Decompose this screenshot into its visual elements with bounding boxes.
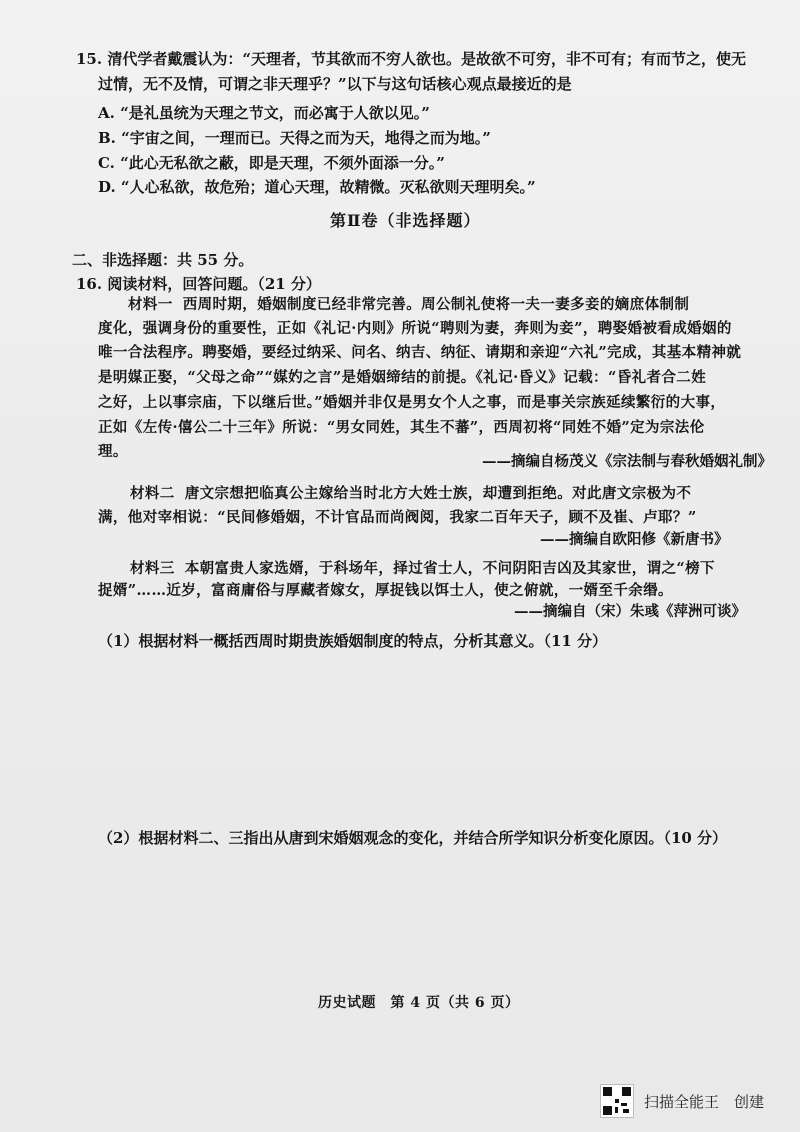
material-2-line-1 bbox=[130, 487, 691, 502]
scanner-watermark bbox=[600, 1084, 764, 1118]
q15-stem-line-2: 过情，无不及情，可谓之非天理乎？”以下与这句话核心观点最接近的是 bbox=[98, 75, 572, 93]
material-3-line-2: 捉婿”……近岁，富商庸俗与厚藏者嫁女，厚捉钱以饵士人，使之俯就，一婿至千余缗。 bbox=[98, 582, 673, 599]
watermark-text: 扫描全能王 创建 bbox=[644, 1092, 765, 1111]
q15-option-a: A. “是礼虽统为天理之节文，而必寓于人欲以见。” bbox=[98, 104, 430, 122]
material-1-text: 西周时期，婚姻制度已经非常完善。周公制礼使将一夫一妻多妾的嫡庶体制制 bbox=[182, 296, 690, 313]
material-2-label: 材料二 bbox=[130, 485, 175, 502]
material-1-line-3: 唯一合法程序。聘娶婚，要经过纳采、问名、纳吉、纳征、请期和亲迎“六礼”完成，其基本精神就 bbox=[98, 344, 742, 361]
qr-code-icon bbox=[600, 1084, 634, 1118]
page-footer: 历史试题 第 4 页（共 6 页） bbox=[318, 995, 520, 1011]
material-3-label: 材料三 bbox=[130, 560, 175, 577]
q16-subquestion-1: （1）根据材料一概括西周时期贵族婚姻制度的特点，分析其意义。（11 分） bbox=[98, 632, 608, 650]
material-1-line-5: 之好，上以事宗庙，下以继后世。”婚姻并非仅是男女个人之事，而是事关宗族延续繁衍的大事， bbox=[98, 394, 726, 411]
q15-option-c: C. “此心无私欲之蔽，即是天理，不须外面添一分。” bbox=[98, 154, 445, 172]
q16-subquestion-2: （2）根据材料二、三指出从唐到宋婚姻观念的变化，并结合所学知识分析变化原因。（10 分） bbox=[98, 829, 728, 847]
material-2-source: ——摘编自欧阳修《新唐书》 bbox=[540, 531, 729, 548]
material-1-label: 材料一 bbox=[128, 296, 173, 313]
section2-header: 二、非选择题：共 55 分。 bbox=[72, 251, 254, 269]
q15-option-b: B. “宇宙之间，一理而已。天得之而为天，地得之而为地。” bbox=[98, 129, 491, 147]
material-1-source: ——摘编自杨茂义《宗法制与春秋婚姻礼制》 bbox=[482, 453, 772, 470]
q16-intro: 16. 阅读材料，回答问题。（21 分） bbox=[76, 275, 321, 293]
material-1-line-4: 是明媒正娶，“父母之命”“媒妁之言”是婚姻缔结的前提。《礼记·昏义》记载：“昏礼者合二姓 bbox=[98, 369, 707, 386]
material-2-text: 唐文宗想把临真公主嫁给当时北方大姓士族，却遭到拒绝。对此唐文宗极为不 bbox=[184, 485, 692, 502]
q15-stem-line-1: 15. 清代学者戴震认为：“天理者，节其欲而不穷人欲也。是故欲不可穷，非不可有；有而节之，使无 bbox=[76, 50, 746, 68]
q15-option-d: D. “人心私欲，故危殆；道心天理，故精微。灭私欲则天理明矣。” bbox=[98, 178, 536, 196]
material-3-text: 本朝富贵人家选婿，于科场年，择过省士人，不问阴阳吉凶及其家世，谓之“榜下 bbox=[184, 560, 715, 577]
material-1-line-2: 度化，强调身份的重要性，正如《礼记·内则》所说“聘则为妻，奔则为妾”，聘娶婚被看成婚姻的 bbox=[98, 320, 732, 337]
section-title: 第Ⅱ卷（非选择题） bbox=[330, 211, 481, 230]
material-1-line-1 bbox=[128, 298, 689, 313]
material-3-source: ——摘编自（宋）朱彧《萍洲可谈》 bbox=[514, 603, 746, 620]
material-3-line-1 bbox=[130, 562, 715, 577]
material-2-line-2: 满，他对宰相说：“民间修婚姻，不计官品而尚阀阅，我家二百年天子，顾不及崔、卢耶？” bbox=[98, 509, 697, 526]
material-1-line-6: 正如《左传·僖公二十三年》所说：“男女同姓，其生不蕃”，西周初将“同姓不婚”定为宗法伦 bbox=[98, 419, 705, 436]
material-1-line-7: 理。 bbox=[98, 443, 128, 460]
